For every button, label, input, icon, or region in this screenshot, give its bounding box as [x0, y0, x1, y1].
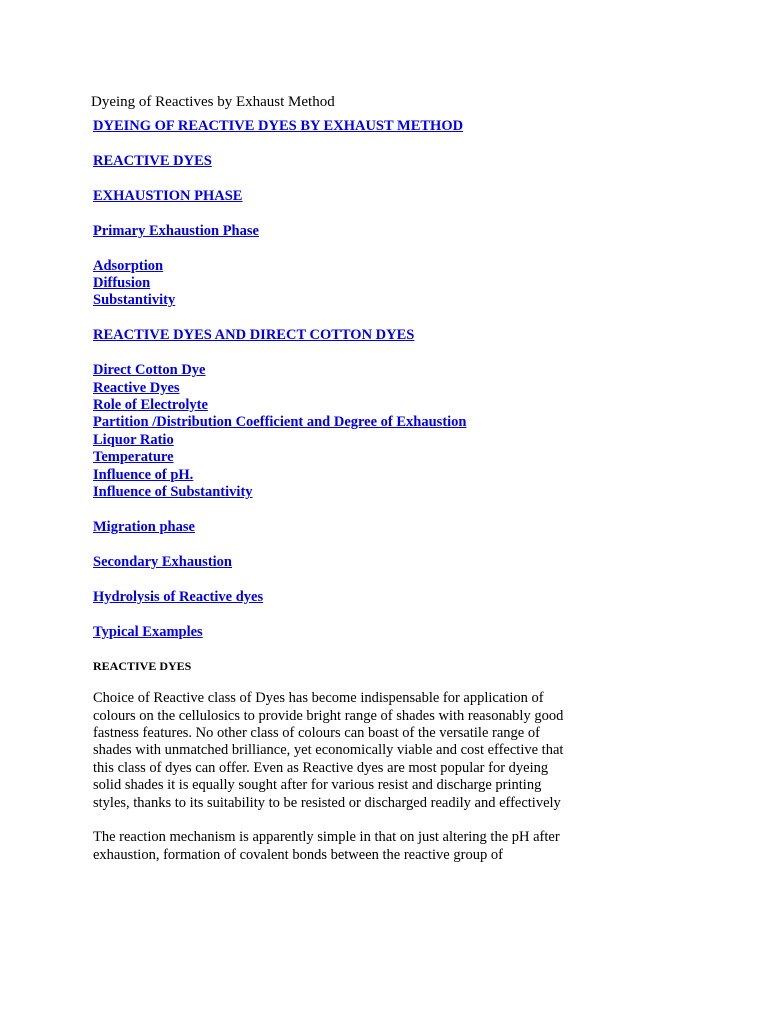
- toc-link-liquor-ratio[interactable]: Liquor Ratio: [93, 431, 174, 448]
- toc-link-direct-cotton-dye[interactable]: Direct Cotton Dye: [93, 362, 206, 379]
- toc-link-typical-examples[interactable]: Typical Examples: [93, 623, 203, 640]
- toc-spacer: [93, 170, 573, 188]
- toc-link-substantivity[interactable]: Substantivity: [93, 292, 176, 309]
- table-of-contents: [93, 118, 573, 653]
- toc-spacer: [93, 345, 573, 363]
- toc-link-influence-of-substantivity[interactable]: Influence of Substantivity: [93, 484, 253, 501]
- toc-link-temperature[interactable]: Temperature: [93, 449, 174, 466]
- toc-link-primary-exhaustion-phase[interactable]: Primary Exhaustion Phase: [93, 222, 259, 239]
- body-paragraph-2: The reaction mechanism is apparently simple in that on just altering the pH after exhaustion, formation of covalent bonds between the reactive group of: [93, 829, 560, 863]
- toc-link-role-of-electrolyte[interactable]: Role of Electrolyte: [93, 397, 208, 414]
- body-paragraph-1: Choice of Reactive class of Dyes has become indispensable for application of colours on the cellulosics to provide bright range of shades with reasonably good fastness features. No other class of colours can boast of the versatile range of shades with unmatched brilliance, yet economically viable and cost effective that this class of dyes can offer. Even as Reactive dyes are most popular for dyeing solid shades it is equally sought after for various resist and discharge printing styles, thanks to its suitability to be resisted or discharged readily and effectively: [93, 690, 564, 811]
- document-title: Dyeing of Reactives by Exhaust Method: [91, 94, 335, 110]
- toc-spacer: [93, 606, 573, 624]
- toc-spacer: [93, 205, 573, 223]
- toc-link-reactive-dyes-and-direct-cotton-dyes[interactable]: REACTIVE DYES AND DIRECT COTTON DYES: [93, 327, 415, 344]
- toc-link-partition-distribution-coefficient-and-degree-of-exhaustion[interactable]: Partition /Distribution Coefficient and Degree of Exhaustion: [93, 414, 467, 431]
- toc-spacer: [93, 135, 573, 153]
- toc-link-secondary-exhaustion[interactable]: Secondary Exhaustion: [93, 553, 232, 570]
- toc-link-influence-of-ph[interactable]: Influence of pH.: [93, 466, 194, 483]
- toc-spacer: [93, 536, 573, 554]
- toc-link-adsorption[interactable]: Adsorption: [93, 257, 164, 274]
- toc-spacer: [93, 310, 573, 328]
- toc-link-diffusion[interactable]: Diffusion: [93, 275, 151, 292]
- toc-link-hydrolysis-of-reactive-dyes[interactable]: Hydrolysis of Reactive dyes: [93, 588, 264, 605]
- toc-link-reactive-dyes[interactable]: REACTIVE DYES: [93, 152, 212, 169]
- section-heading-reactive-dyes: REACTIVE DYES: [93, 659, 192, 674]
- toc-link-migration-phase[interactable]: Migration phase: [93, 519, 195, 535]
- toc-spacer: [93, 502, 573, 520]
- toc-spacer: [93, 641, 573, 653]
- toc-spacer: [93, 240, 573, 258]
- toc-link-dyeing-of-reactive-dyes-by-exhaust-method[interactable]: DYEING OF REACTIVE DYES BY EXHAUST METHOD: [93, 118, 464, 134]
- document-content: [93, 118, 573, 864]
- toc-spacer: [93, 571, 573, 589]
- toc-link-reactive-dyes[interactable]: Reactive Dyes: [93, 379, 180, 396]
- toc-link-exhaustion-phase[interactable]: EXHAUSTION PHASE: [93, 187, 243, 204]
